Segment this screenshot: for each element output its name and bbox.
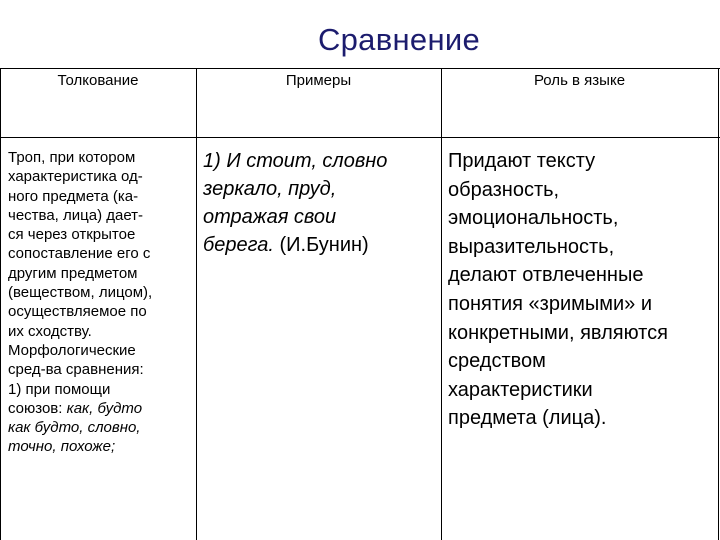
header-bottom-border: [0, 137, 720, 138]
left-border: [0, 68, 1, 540]
role-line: Придают тексту: [448, 150, 596, 172]
role-line: предмета (лица).: [448, 407, 607, 430]
interpretation-line: другим предметом: [8, 264, 138, 282]
role-line: понятия «зримыми» и: [448, 292, 653, 315]
role-line: средством: [448, 350, 546, 373]
interpretation-line: 1) при помощи: [8, 380, 111, 398]
interpretation-italic-line: точно, похоже;: [8, 438, 116, 456]
interpretation-line: [8, 399, 194, 418]
interpretation-line: чества, лица) дает-: [8, 206, 144, 224]
example-line: отражая свои: [203, 206, 337, 228]
role-line: эмоциональность,: [448, 207, 619, 230]
interpretation-line: сред-ва сравнения:: [8, 361, 144, 379]
header-examples: Примеры: [285, 72, 352, 89]
example-line: зеркало, пруд,: [203, 178, 337, 200]
conjunctions-prefix: союзов:: [8, 399, 67, 417]
table-top-border: [0, 68, 720, 69]
role-line: конкретными, являются: [448, 321, 668, 344]
role-line: образность,: [448, 178, 560, 201]
interpretation-line: Троп, при котором: [8, 149, 136, 166]
right-border: [718, 68, 719, 540]
column-divider-1: [196, 68, 197, 540]
header-interpretation: Толкование: [57, 72, 139, 89]
interpretation-line: ного предмета (ка-: [8, 187, 139, 205]
role-cell: [448, 147, 718, 433]
conjunctions-italic: как, будто: [66, 399, 143, 417]
interpretation-line: осуществляемое по: [8, 303, 147, 321]
interpretation-line: сопоставление его с: [8, 245, 151, 263]
interpretation-cell: [8, 148, 194, 457]
example-line: [203, 231, 439, 259]
interpretation-line: их сходству.: [8, 322, 92, 340]
interpretation-line: характеристика од-: [8, 168, 143, 186]
role-line: делают отвлеченные: [448, 264, 644, 287]
example-source: (И.Бунин): [273, 234, 369, 256]
interpretation-line: ся через открытое: [8, 226, 136, 244]
title-text: Сравнение: [317, 22, 481, 57]
interpretation-italic-line: как будто, словно,: [8, 419, 141, 437]
example-last-italic: берега.: [203, 234, 274, 256]
interpretation-line: Морфологические: [8, 341, 136, 359]
example-cell: [203, 147, 439, 259]
role-line: характеристики: [448, 378, 593, 401]
example-line: 1) И стоит, словно: [203, 150, 388, 172]
interpretation-line: (веществом, лицом),: [8, 284, 153, 302]
column-divider-2: [441, 68, 442, 540]
role-line: выразительность,: [448, 235, 615, 258]
header-role: Роль в языке: [533, 72, 626, 89]
slide-title: [0, 22, 720, 58]
